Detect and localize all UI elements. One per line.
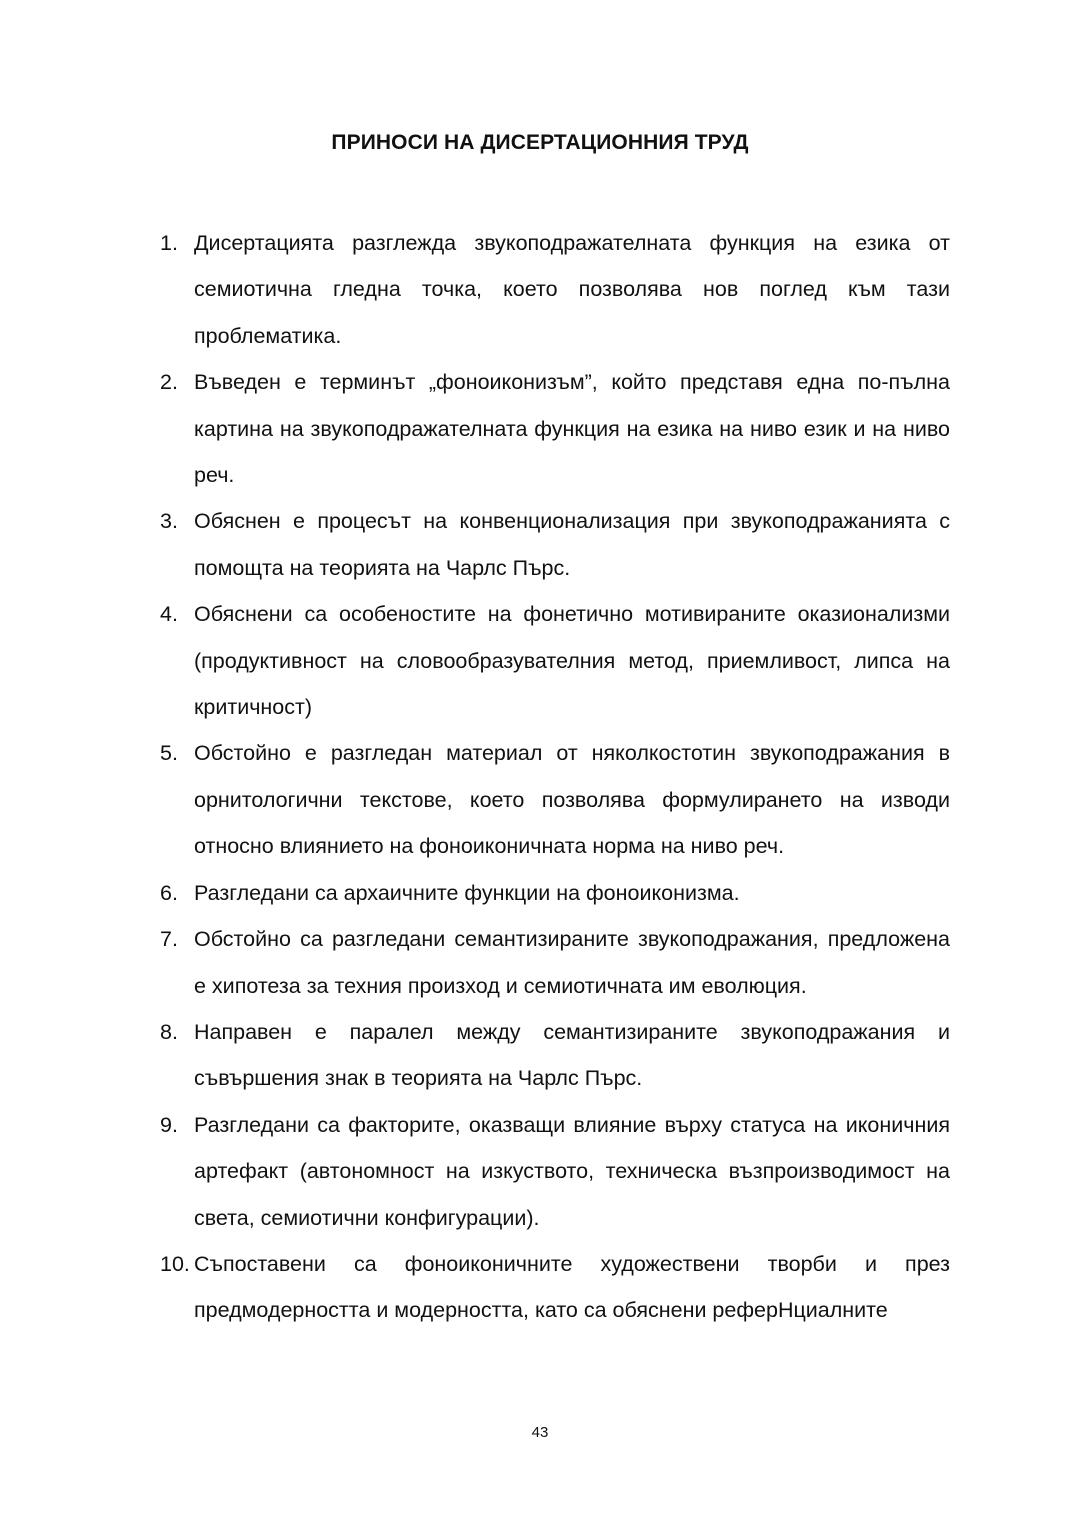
- list-item: [160, 916, 950, 1009]
- contributions-list: [160, 220, 950, 1334]
- list-item: [160, 1241, 950, 1334]
- list-item-text: Разгледани са факторите, оказващи влияние върху статуса на иконичния артефакт (автономност на изкуството, техническа възпроизводимост на света, семиотични конфигурации).: [194, 1112, 950, 1230]
- list-item-text: Обяснени са особеностите на фонетично мотивираните оказионализми (продуктивност на словообразувателния метод, приемливост, липса на критичност): [194, 602, 950, 720]
- list-item: [160, 359, 950, 498]
- list-item-number: 10.: [160, 1251, 190, 1276]
- list-item-number: 8.: [160, 1019, 178, 1044]
- list-item-text: Разгледани са архаичните функции на фоноиконизма.: [194, 880, 740, 905]
- list-item-text: Обяснен е процесът на конвенционализация при звукоподражанията с помощта на теорията на Чарлс Пърс.: [194, 509, 950, 580]
- list-item-number: 1.: [160, 231, 178, 255]
- list-item: [160, 1009, 950, 1102]
- list-item: [160, 498, 950, 591]
- list-item-text: Направен е паралел между семантизираните звукоподражания и съвършения знак в теорията на Чарлс Пърс.: [194, 1019, 950, 1091]
- list-item: [160, 870, 950, 916]
- page-title: ПРИНОСИ НА ДИСЕРТАЦИОННИЯ ТРУД: [331, 131, 749, 154]
- list-item: [160, 730, 950, 869]
- list-item: [160, 1102, 950, 1241]
- list-item: [160, 591, 950, 730]
- list-item-number: 9.: [160, 1112, 178, 1137]
- list-item-number: 6.: [160, 880, 178, 905]
- list-item-number: 3.: [160, 509, 178, 534]
- list-item-text: Съпоставени са фоноиконичните художествени творби и през предмодерността и модерността, като са обяснени реферНциалните: [194, 1251, 950, 1323]
- list-item-number: 2.: [160, 370, 178, 395]
- list-item-number: 4.: [160, 602, 178, 627]
- list-item-text: Обстойно са разгледани семантизираните звукоподражания, предложена е хипотеза за техния произход и семиотичната им еволюция.: [194, 927, 950, 998]
- list-item-text: Дисертацията разглежда звукоподражателната функция на езика от семиотична гледна точка, което позволява нов поглед към тази проблематика.: [194, 231, 950, 348]
- page-number: 43: [531, 1424, 549, 1441]
- list-item-number: 7.: [160, 927, 178, 952]
- list-item: [160, 220, 950, 359]
- list-item-number: 5.: [160, 741, 178, 766]
- list-item-text: Въведен е терминът „фоноиконизъм”, който представя една по-пълна картина на звукоподражателната функция на езика на ниво език и на ниво реч.: [194, 370, 950, 488]
- list-item-text: Обстойно е разгледан материал от няколкостотин звукоподражания в орнитологични текстове, което позволява формулирането на изводи относно влиянието на фоноиконичната норма на ниво реч.: [194, 741, 950, 859]
